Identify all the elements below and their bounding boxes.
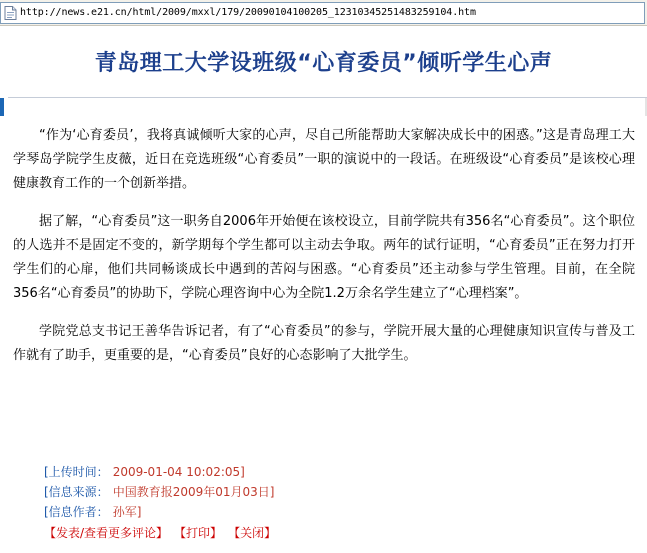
title-divider xyxy=(8,97,647,98)
address-bar xyxy=(0,0,647,26)
article-paragraph: 学院党总支书记王善华告诉记者，有了“心育委员”的参与，学院开展大量的心理健康知识宣传与普及工作就有了助手，更重要的是，“心育委员”良好的心态影响了大批学生。 xyxy=(13,324,635,363)
comments-link[interactable]: 【发表/查看更多评论】 xyxy=(44,526,169,540)
author-value: 孙军] xyxy=(112,505,142,519)
article-paragraph: “作为‘心育委员’，我将真诚倾听大家的心声，尽自己所能帮助大家解决成长中的困惑。”这是青岛理工大学琴岛学院学生皮薇，近日在竞选班级“心育委员”一职的演说中的一段话。在班级设“心育委员”是该校心理健康教育工作的一个创新举措。 xyxy=(13,128,635,191)
author-row xyxy=(44,502,274,522)
source-label: [信息来源： xyxy=(44,485,109,499)
article-paragraph: 据了解，“心育委员”这一职务自2006年开始便在该校设立，目前学院共有356名“心育委员”。这个职位的人选并不是固定不变的，新学期每个学生都可以主动去争取。两年的试行证明，“心育委员”正在努力打开学生们的心扉，他们共同畅谈成长中遇到的苦闷与困惑。“心育委员”还主动参与学生管理。目前，在全院356名“心育委员”的协助下，学院心理咨询中心为全院1.2万余名学生建立了“心理档案”。 xyxy=(13,214,635,301)
close-link[interactable]: 【关闭】 xyxy=(228,526,277,540)
article-body xyxy=(13,124,635,382)
address-field[interactable] xyxy=(0,2,645,24)
upload-time-row xyxy=(44,462,274,482)
print-link[interactable]: 【打印】 xyxy=(174,526,223,540)
author-label: [信息作者： xyxy=(44,505,109,519)
upload-time-label: [上传时间： xyxy=(44,465,109,479)
page-icon xyxy=(4,6,17,20)
source-row xyxy=(44,482,274,502)
article-title: 青岛理工大学设班级“心育委员”倾听学生心声 xyxy=(94,51,553,76)
left-accent-mark xyxy=(0,98,4,116)
upload-time-value: 2009-01-04 10:02:05] xyxy=(112,465,245,479)
source-value: 中国教育报2009年01月03日] xyxy=(112,485,275,499)
article-actions xyxy=(44,524,276,541)
url-text[interactable]: http://news.e21.cn/html/2009/mxxl/179/20090104100205_12310345251483259104.htm xyxy=(20,7,476,18)
article-meta xyxy=(44,462,274,522)
